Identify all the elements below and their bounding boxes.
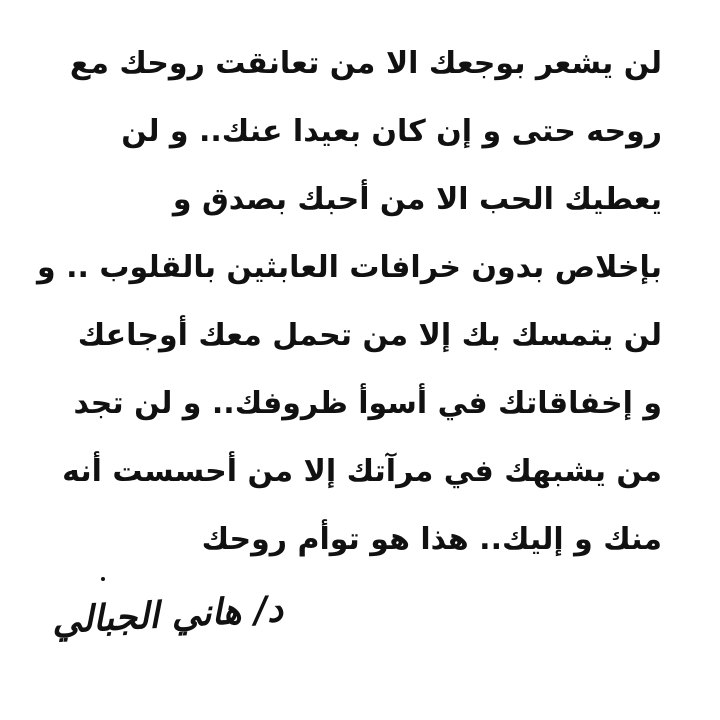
- author-signature: د/ هاني الجبالي: [50, 587, 285, 642]
- poem-line-8: منك و إليك.. هذا هو توأم روحك: [201, 522, 662, 557]
- poem-line-3: يعطيك الحب الا من أحبك بصدق و: [172, 182, 662, 217]
- signature-dot: [101, 577, 105, 581]
- poem-line-1: لن يشعر بوجعك الا من تعانقت روحك مع: [69, 46, 662, 81]
- poem-line-4: بإخلاص بدون خرافات العابثين بالقلوب .. و: [37, 250, 662, 285]
- poem-line-6: و إخفاقاتك في أسوأ ظروفك.. و لن تجد: [73, 386, 662, 421]
- poem-text: [37, 30, 662, 574]
- poem-line-2: روحه حتى و إن كان بعيدا عنك.. و لن: [121, 114, 662, 149]
- poem-line-5: لن يتمسك بك إلا من تحمل معك أوجاعك: [77, 318, 662, 353]
- poem-line-7: من يشبهك في مرآتك إلا من أحسست أنه: [62, 454, 662, 489]
